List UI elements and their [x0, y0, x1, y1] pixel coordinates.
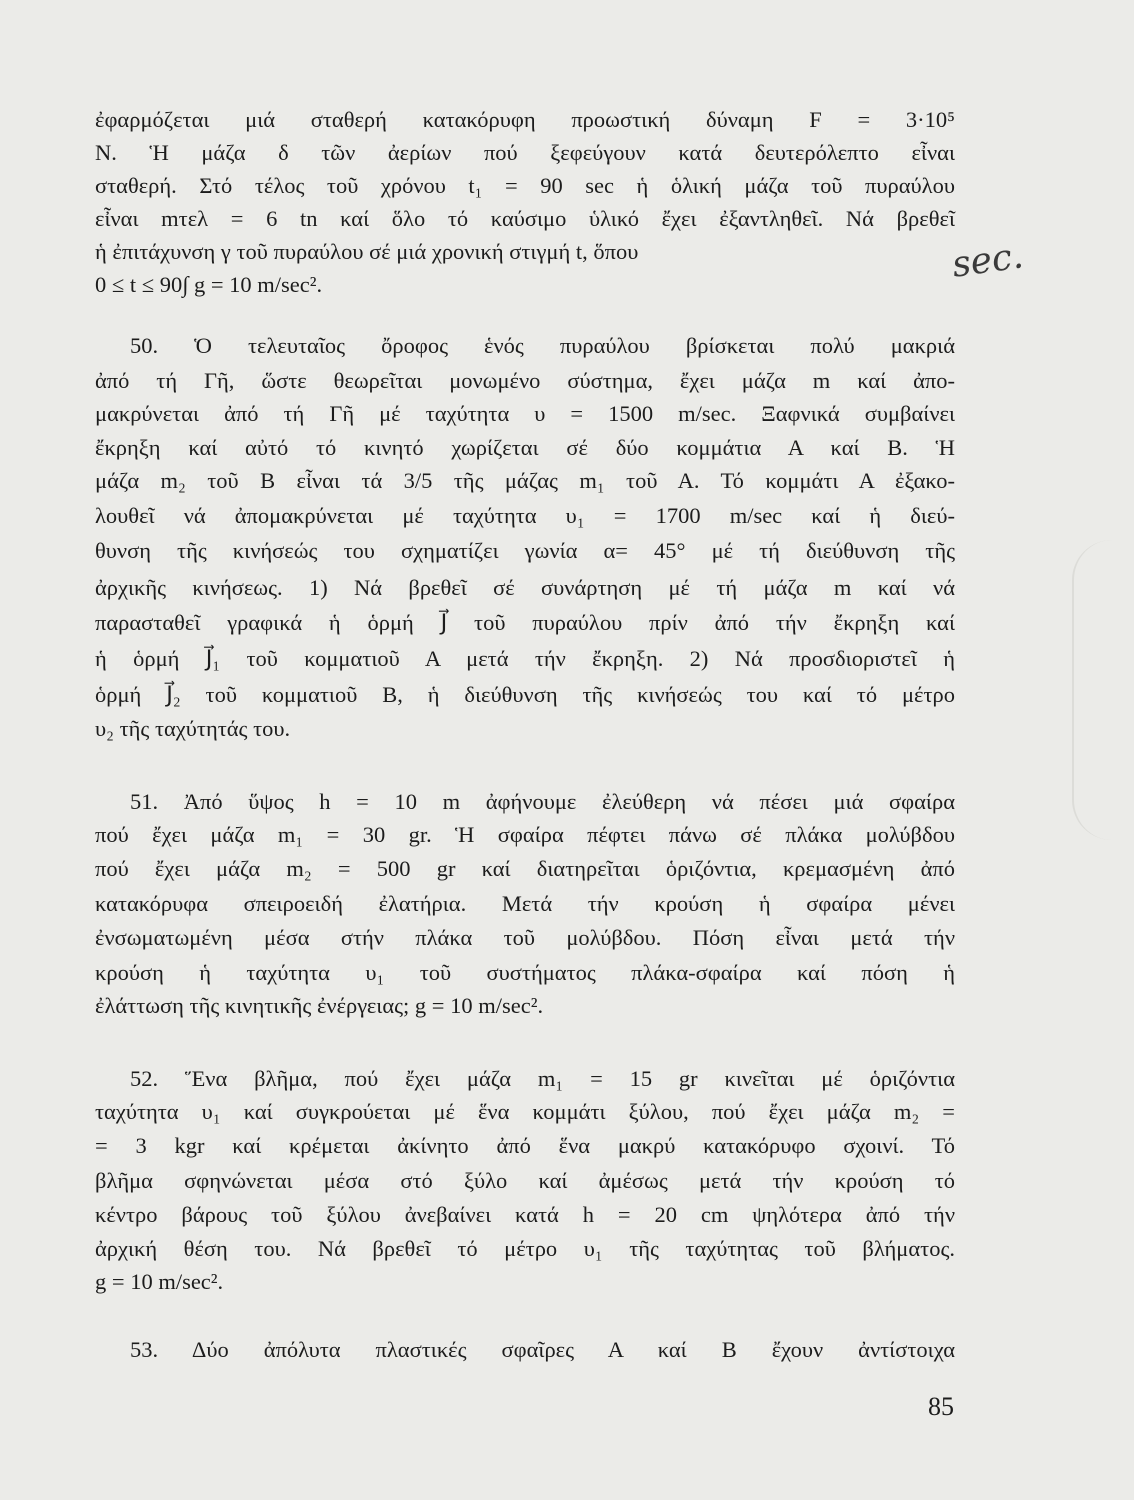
text-line: ἀρχικῆς κινήσεως. 1) Νά βρεθεῖ σέ συνάρτηση μέ τή μάζα m καί νά [95, 575, 955, 600]
text-line: ἐλάττωση τῆς κινητικῆς ἐνέργειας; g = 10 m/sec². [95, 993, 544, 1018]
text-line: ἡ ἐπιτάχυνση γ τοῦ πυραύλου σέ μιά χρονική στιγμή t, ὅπου [95, 239, 639, 264]
text-line: σταθερή. Στό τέλος τοῦ χρόνου t₁ = 90 sec ἡ ὁλική μάζα τοῦ πυραύλου [95, 173, 955, 198]
text-line: θυνση τῆς κινήσεώς του σχηματίζει γωνία α= 45° μέ τή διεύθυνση τῆς [95, 538, 955, 563]
text-line: ἔκρηξη καί αὐτό τό κινητό χωρίζεται σέ δύο κομμάτια Α καί Β. Ἡ [95, 435, 955, 460]
problem-52-start: 52. Ἕνα βλῆμα, πού ἔχει μάζα m₁ = 15 gr κινεῖται μέ ὁριζόντια [130, 1066, 955, 1091]
text-line: ἡ ὁρμή J⃗₁ τοῦ κομματιοῦ Α μετά τήν ἔκρηξη. 2) Νά προσδιοριστεῖ ἡ [95, 646, 955, 671]
text-line: ἐφαρμόζεται μιά σταθερή κατακόρυφη προωστική δύναμη F = 3·10⁵ [95, 107, 955, 132]
text-line: ταχύτητα υ₁ καί συγκρούεται μέ ἕνα κομμάτι ξύλου, πού ἔχει μάζα m₂ = [95, 1099, 955, 1124]
text-line: ἀπό τή Γῆ, ὥστε θεωρεῖται μονωμένο σύστημα, ἔχει μάζα m καί ἀπο- [95, 368, 955, 393]
problem-51-start: 51. Ἀπό ὕψος h = 10 m ἀφήνουμε ἐλεύθερη νά πέσει μιά σφαίρα [130, 789, 955, 814]
text-line: βλῆμα σφηνώνεται μέσα στό ξύλο καί ἀμέσως μετά τήν κρούση τό [95, 1168, 955, 1193]
text-line: κατακόρυφα σπειροειδή ἐλατήρια. Μετά τήν κρούση ἡ σφαίρα μένει [95, 891, 955, 916]
page-edge-shadow [1072, 540, 1134, 840]
problem-50-start: 50. Ὁ τελευταῖος ὄροφος ἑνός πυραύλου βρίσκεται πολύ μακριά [130, 333, 955, 358]
text-line: ἐνσωματωμένη μέσα στήν πλάκα τοῦ μολύβδου. Πόση εἶναι μετά τήν [95, 925, 955, 950]
handwritten-note: sec. [949, 235, 1026, 286]
text-line: κρούση ἡ ταχύτητα υ₁ τοῦ συστήματος πλάκα-σφαίρα καί πόση ἡ [95, 960, 955, 985]
text-line: μάζα m₂ τοῦ Β εἶναι τά 3/5 τῆς μάζας m₁ τοῦ Α. Τό κομμάτι Α ἐξακο- [95, 468, 955, 493]
text-line: υ₂ τῆς ταχύτητάς του. [95, 716, 291, 741]
text-line: κέντρο βάρους τοῦ ξύλου ἀνεβαίνει κατά h = 20 cm ψηλότερα ἀπό τήν [95, 1202, 955, 1227]
text-line: παρασταθεῖ γραφικά ἡ ὁρμή J⃗ τοῦ πυραύλου πρίν ἀπό τήν ἔκρηξη καί [95, 610, 955, 635]
text-line: ἀρχική θέση του. Νά βρεθεῖ τό μέτρο υ₁ τῆς ταχύτητας τοῦ βλήματος. [95, 1236, 955, 1261]
text-line: g = 10 m/sec². [95, 1269, 224, 1294]
text-line: λουθεῖ νά ἀπομακρύνεται μέ ταχύτητα υ₁ = 1700 m/sec καί ἡ διεύ- [95, 503, 955, 528]
problem-53-start: 53. Δύο ἀπόλυτα πλαστικές σφαῖρες Α καί Β ἔχουν ἀντίστοιχα [130, 1337, 955, 1362]
text-line: πού ἔχει μάζα m₁ = 30 gr. Ἡ σφαίρα πέφτει πάνω σέ πλάκα μολύβδου [95, 822, 955, 847]
text-line: 0 ≤ t ≤ 90∫ g = 10 m/sec². [95, 272, 323, 297]
text-line: μακρύνεται ἀπό τή Γῆ μέ ταχύτητα υ = 1500 m/sec. Ξαφνικά συμβαίνει [95, 401, 955, 426]
text-line: = 3 kgr καί κρέμεται ἀκίνητο ἀπό ἕνα μακρύ κατακόρυφο σχοινί. Τό [95, 1133, 955, 1158]
text-line: N. Ἡ μάζα δ τῶν ἀερίων πού ξεφεύγουν κατά δευτερόλεπτο εἶναι [95, 140, 955, 165]
text-line: ὁρμή J⃗₂ τοῦ κομματιοῦ Β, ἡ διεύθυνση τῆς κινήσεώς του καί τό μέτρο [95, 682, 955, 707]
page-number: 85 [928, 1392, 954, 1421]
text-line: εἶναι mτελ = 6 tn καί ὅλο τό καύσιμο ὑλικό ἔχει ἐξαντληθεῖ. Νά βρεθεῖ [95, 206, 955, 231]
text-line: πού ἔχει μάζα m₂ = 500 gr καί διατηρεῖται ὁριζόντια, κρεμασμένη ἀπό [95, 856, 955, 881]
